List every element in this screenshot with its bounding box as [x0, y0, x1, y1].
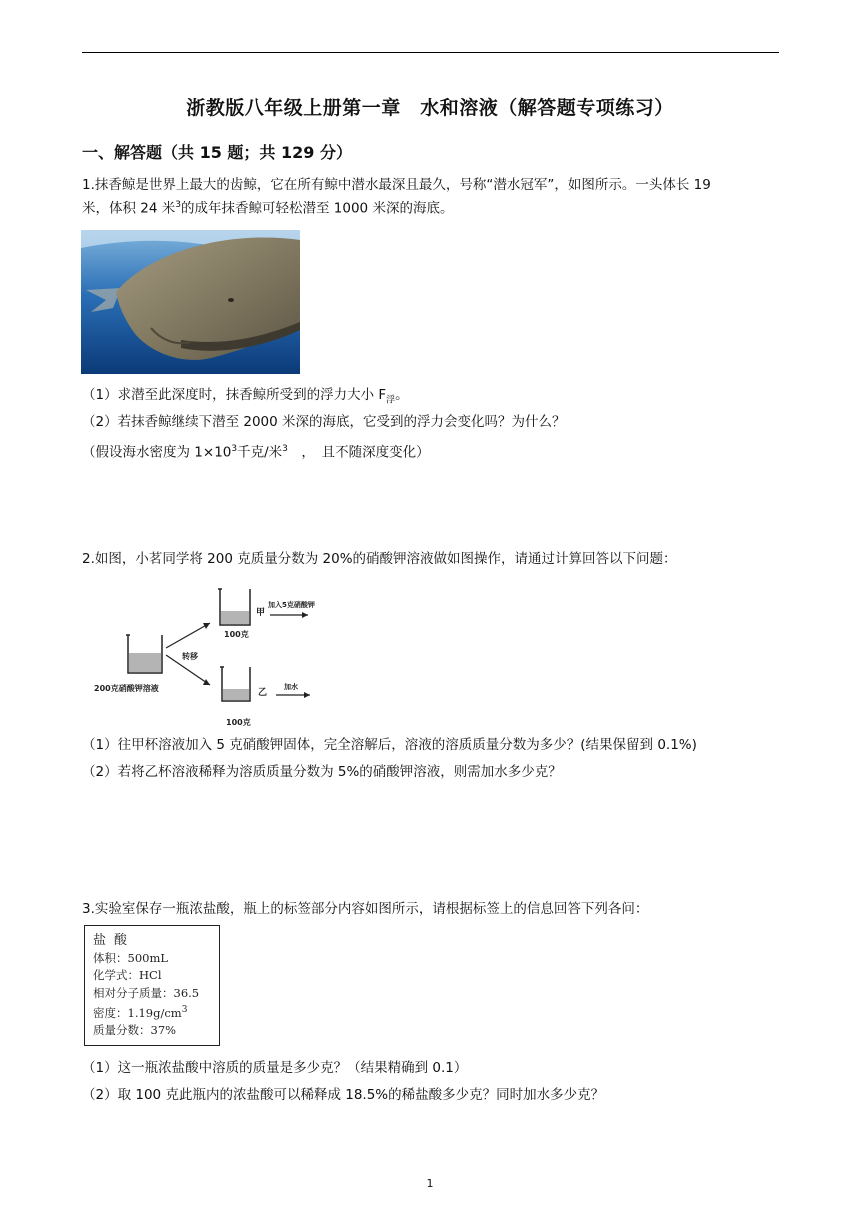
- transfer-label: 转移: [182, 652, 198, 661]
- beaker-b-action: 加水: [284, 683, 298, 691]
- q1-stem-line2: 米，体积 24 米$^3$的成年抹香鲸可轻松潜至 1000 米深的海底。: [82, 200, 454, 217]
- beaker-b-mass: 100克: [226, 718, 251, 727]
- section-heading: 一、解答题（共 15 题；共 129 分）: [82, 143, 352, 162]
- q1-part1: （1）求潜至此深度时，抹香鲸所受到的浮力大小 $F_浮$。: [82, 387, 409, 406]
- q1-stem-line1: 1.抹香鲸是世界上最大的齿鲸，它在所有鲸中潜水最深且最久，号称“潜水冠军”，如图所示。一头体长 19: [82, 177, 711, 193]
- page-number: 1: [426, 1177, 434, 1190]
- q1-part2: （2）若抹香鲸继续下潜至 2000 米深的海底，它受到的浮力会变化吗？为什么？: [82, 414, 566, 430]
- q1-stem: [82, 175, 782, 219]
- label-line4: 相对分子质量：36.5: [93, 985, 200, 1000]
- q2-stem: 2.如图，小茗同学将 200 克质量分数为 20%的硝酸钾溶液做如图操作，请通过计算回答以下问题：: [82, 551, 677, 567]
- label-line5: 密度：$1.19g/cm^3$: [93, 1005, 188, 1020]
- label-line1: 盐酸: [93, 933, 136, 948]
- q1-note: （假设海水密度为 $1\times 10^3$千克/米$^3$ ， 且不随深度变化）: [82, 444, 430, 461]
- beaker-b: [220, 667, 250, 701]
- source-label: 200克硝酸钾溶液: [94, 684, 159, 693]
- beaker-a-mass: 100克: [224, 630, 249, 639]
- q3-part1: （1）这一瓶浓盐酸中溶质的质量是多少克？（结果精确到 0.1）: [82, 1060, 468, 1076]
- beaker-a: [218, 589, 250, 625]
- q2-part2: （2）若将乙杯溶液稀释为溶质质量分数为 5%的硝酸钾溶液，则需加水多少克？: [82, 764, 562, 780]
- q2-part1: （1）往甲杯溶液加入 5 克硝酸钾固体，完全溶解后，溶液的溶质质量分数为多少？(结果保留到 0.1%): [82, 737, 697, 753]
- header-rule: [82, 52, 779, 53]
- source-beaker: [126, 635, 162, 673]
- label-line3: 化学式：HCl: [93, 968, 162, 982]
- q3-part2: （2）取 100 克此瓶内的浓盐酸可以稀释成 18.5%的稀盐酸多少克？同时加水多少克？: [82, 1087, 605, 1103]
- hcl-bottle-label: [84, 925, 220, 1046]
- label-line6: 质量分数：37%: [93, 1023, 177, 1038]
- q2-beaker-diagram: [86, 583, 336, 729]
- sperm-whale-image: [81, 230, 300, 374]
- page-title: 浙教版八年级上册第一章 水和溶液（解答题专项练习）: [186, 97, 674, 119]
- beaker-a-name: 甲: [256, 608, 266, 618]
- q3-stem: 3.实验室保存一瓶浓盐酸，瓶上的标签部分内容如图所示，请根据标签上的信息回答下列各问：: [82, 901, 649, 917]
- beaker-a-action: 加入5克硝酸钾: [268, 601, 315, 609]
- beaker-b-name: 乙: [258, 688, 268, 698]
- label-line2: 体积：500mL: [93, 950, 168, 965]
